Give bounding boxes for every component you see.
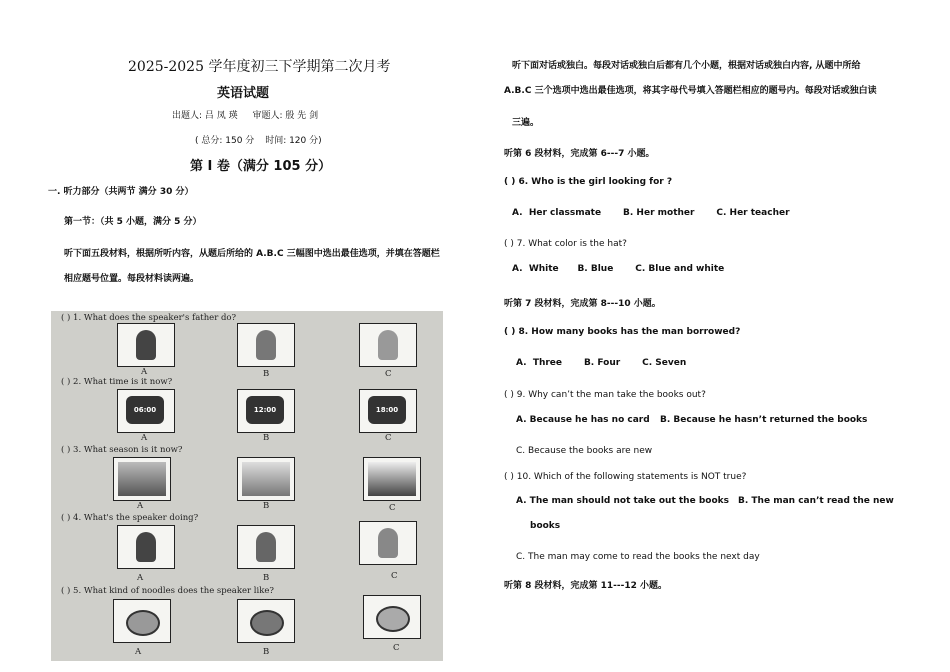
q5-option-b-image (237, 599, 295, 643)
q3-label-a: A (137, 501, 144, 511)
reviewer-name: 审题人: 殷 先 剑 (252, 111, 319, 121)
q3-label-b: B (263, 501, 270, 511)
material-8-heading: 听第 8 段材料，完成第 11---12 小题。 (504, 581, 668, 591)
material-6-heading: 听第 6 段材料，完成第 6---7 小题。 (504, 149, 655, 159)
question-10-option-a: A. The man should not take out the books (516, 496, 729, 506)
q2-option-a-image (117, 389, 175, 433)
question-10: ( ) 10. Which of the following statements is NOT true? (504, 472, 747, 482)
listening-pictures-photo (51, 311, 443, 661)
question-9-option-a: A. Because he has no card (516, 415, 650, 425)
q4-option-a-image (117, 525, 175, 569)
q4-label-b: B (263, 573, 270, 583)
q2-label-c: C (385, 433, 392, 443)
q3-option-b-image (237, 457, 295, 501)
question-10-option-b-cont: books (530, 521, 561, 531)
q3-option-a-image (113, 457, 171, 501)
total-score: ( 总分: 150 分 (195, 136, 255, 146)
question-6: ( ) 6. Who is the girl looking for ? (504, 177, 673, 187)
q2-option-c-image (359, 389, 417, 433)
exam-title: 2025-2025 学年度初三下学期第二次月考 (128, 59, 391, 75)
instruction-line-2: 相应题号位置。每段材料读两遍。 (64, 274, 200, 284)
q4-option-c-image (359, 521, 417, 565)
photo-question-2: ( ) 2. What time is it now? (61, 377, 173, 387)
question-9: ( ) 9. Why can’t the man take the books out? (504, 390, 706, 400)
question-10-option-b: B. The man can’t read the new (738, 496, 894, 506)
material-7-heading: 听第 7 段材料，完成第 8---10 小题。 (504, 299, 661, 309)
exam-time: 时间: 120 分) (265, 136, 322, 146)
clock-icon: 18:00 (368, 396, 406, 424)
q1-option-c-image (359, 323, 417, 367)
q2-option-b-image (237, 389, 295, 433)
clock-icon: 12:00 (246, 396, 284, 424)
q5-option-a-image (113, 599, 171, 643)
part-heading: 第 I 卷（满分 105 分） (190, 159, 332, 174)
photo-question-3: ( ) 3. What season is it now? (61, 445, 183, 455)
setter-name: 出题人: 吕 凤 瑛 (172, 111, 238, 121)
q4-option-b-image (237, 525, 295, 569)
q5-label-c: C (393, 643, 400, 653)
question-9-option-c: C. Because the books are new (516, 446, 653, 456)
q5-label-a: A (135, 647, 142, 657)
photo-question-4: ( ) 4. What's the speaker doing? (61, 513, 199, 523)
right-intro-line-1: 听下面对话或独白。每段对话或独白后都有几个小题，根据对话或独白内容, 从题中所给 (512, 61, 861, 71)
q5-label-b: B (263, 647, 270, 657)
question-10-option-c: C. The man may come to read the books the next day (516, 552, 760, 562)
subsection-heading: 第一节：（共 5 小题，满分 5 分） (64, 217, 202, 227)
question-7: ( ) 7. What color is the hat? (504, 239, 627, 249)
photo-question-1: ( ) 1. What does the speaker's father do? (61, 313, 237, 323)
q1-label-c: C (385, 369, 392, 379)
clock-icon: 06:00 (126, 396, 164, 424)
q2-label-b: B (263, 433, 270, 443)
question-8: ( ) 8. How many books has the man borrowed? (504, 327, 741, 337)
q4-label-a: A (137, 573, 144, 583)
right-intro-line-2: A.B.C 三个选项中选出最佳选项，将其字母代号填入答题栏相应的题号内。每段对话或独白读 (504, 86, 877, 96)
question-7-options: A. White B. Blue C. Blue and white (512, 264, 725, 274)
q3-option-c-image (363, 457, 421, 501)
q1-label-a: A (141, 367, 148, 377)
q1-option-b-image (237, 323, 295, 367)
right-intro-line-3: 三遍。 (512, 118, 540, 128)
question-8-options: A. Three B. Four C. Seven (516, 358, 687, 368)
question-6-options: A. Her classmate B. Her mother C. Her teacher (512, 208, 790, 218)
instruction-line-1: 听下面五段材料，根据所听内容，从题后所给的 A.B.C 三幅图中选出最佳选项，并填在答题栏 (64, 249, 440, 259)
exam-subject: 英语试题 (217, 86, 270, 101)
q5-option-c-image (363, 595, 421, 639)
authors-line (172, 108, 330, 121)
section-heading: 一. 听力部分（共两节 满分 30 分） (48, 187, 194, 197)
photo-question-5: ( ) 5. What kind of noodles does the speaker like? (61, 586, 274, 596)
q4-label-c: C (391, 571, 398, 581)
q3-label-c: C (389, 503, 396, 513)
question-9-option-b: B. Because he hasn’t returned the books (660, 415, 868, 425)
score-time-line (195, 133, 330, 146)
q2-label-a: A (141, 433, 148, 443)
q1-option-a-image (117, 323, 175, 367)
q1-label-b: B (263, 369, 270, 379)
